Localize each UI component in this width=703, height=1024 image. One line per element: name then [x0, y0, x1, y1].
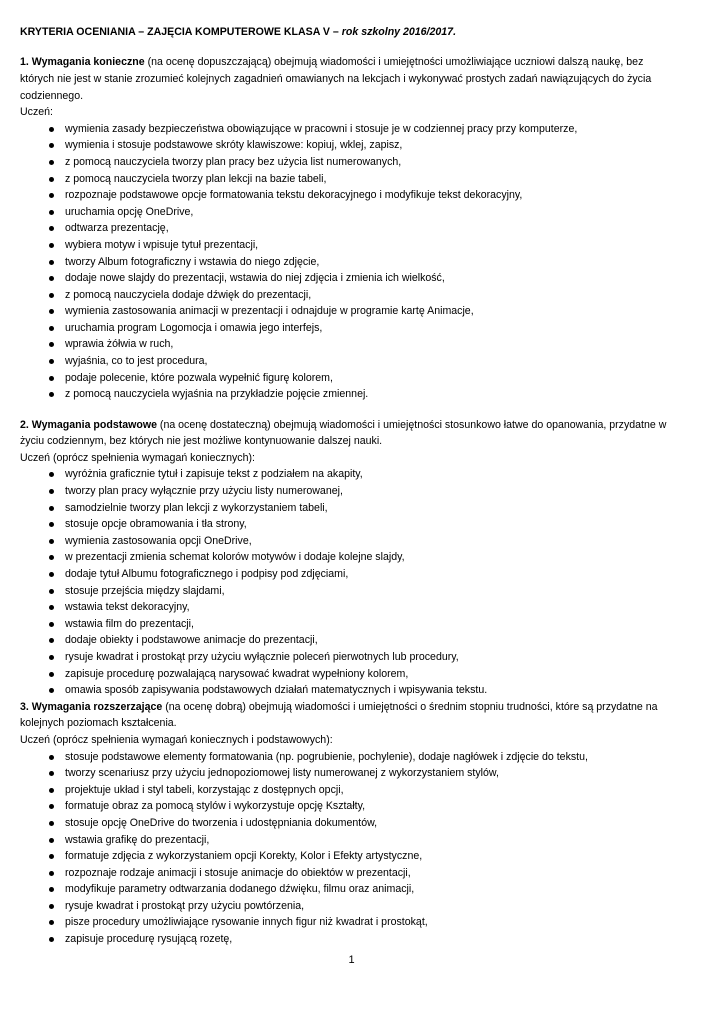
- list-item: odtwarza prezentację,: [20, 220, 670, 237]
- list-item: z pomocą nauczyciela dodaje dźwięk do prezentacji,: [20, 287, 670, 304]
- list-item: tworzy scenariusz przy użyciu jednopoziomowej listy numerowanej z wykorzystaniem stylów,: [20, 765, 670, 782]
- list-item: wstawia film do prezentacji,: [20, 616, 670, 633]
- list-item: omawia sposób zapisywania podstawowych działań matematycznych i wpisywania tekstu.: [20, 682, 670, 699]
- list-item: wymienia i stosuje podstawowe skróty klawiszowe: kopiuj, wklej, zapisz,: [20, 137, 670, 154]
- document-title: [20, 24, 670, 41]
- list-item: stosuje opcje obramowania i tła strony,: [20, 516, 670, 533]
- list-item: zapisuje procedurę pozwalającą narysować kwadrat wypełniony kolorem,: [20, 666, 670, 683]
- section-heading-bold: 1. Wymagania konieczne: [20, 56, 145, 69]
- page-number: 1: [348, 954, 355, 966]
- list-item: uruchamia opcję OneDrive,: [20, 204, 670, 221]
- list-item: wymienia zastosowania opcji OneDrive,: [20, 533, 670, 550]
- list-item: z pomocą nauczyciela tworzy plan lekcji na bazie tabeli,: [20, 171, 670, 188]
- section-intro: Uczeń:: [20, 106, 53, 119]
- section-heading-text: (na ocenę dostateczną) obejmują wiadomości i umiejętności stosunkowo łatwe do opanowania, przydatne w życiu codziennym, bez których nie jest możliwe kontynuowanie dalszej nauki.: [20, 418, 667, 448]
- list-item: podaje polecenie, które pozwala wypełnić figurę kolorem,: [20, 370, 670, 387]
- list-item: pisze procedury umożliwiające rysowanie innych figur niż kwadrat i prostokąt,: [20, 914, 670, 931]
- list-item: w prezentacji zmienia schemat kolorów motywów i dodaje kolejne slajdy,: [20, 549, 670, 566]
- list-item: wybiera motyw i wpisuje tytuł prezentacji,: [20, 237, 670, 254]
- list-item: dodaje nowe slajdy do prezentacji, wstawia do niej zdjęcia i zmienia ich wielkość,: [20, 270, 670, 287]
- section-heading-text: (na ocenę dopuszczającą) obejmują wiadomości i umiejętności umożliwiające uczniowi dalszą naukę, bez których nie jest w stanie zrozumieć kolejnych zagadnień omawianych na lekcjach i wykonywać prostych zadań nawiązujących do życia codziennego.: [20, 56, 652, 102]
- list-item: formatuje zdjęcia z wykorzystaniem opcji Korekty, Kolor i Efekty artystyczne,: [20, 848, 670, 865]
- section-intro: Uczeń (oprócz spełnienia wymagań koniecznych):: [20, 451, 255, 464]
- requirements-list: [20, 466, 670, 698]
- list-item: wymienia zasady bezpieczeństwa obowiązujące w pracowni i stosuje je w codziennej pracy przy komputerze,: [20, 121, 670, 138]
- list-item: wyróżnia graficznie tytuł i zapisuje tekst z podziałem na akapity,: [20, 466, 670, 483]
- list-item: wstawia tekst dekoracyjny,: [20, 599, 670, 616]
- list-item: stosuje opcję OneDrive do tworzenia i udostępniania dokumentów,: [20, 815, 670, 832]
- list-item: tworzy plan pracy wyłącznie przy użyciu listy numerowanej,: [20, 483, 670, 500]
- section-konieczne: [20, 54, 670, 402]
- list-item: formatuje obraz za pomocą stylów i wykorzystuje opcję Kształty,: [20, 798, 670, 815]
- list-item: rozpoznaje rodzaje animacji i stosuje animacje do obiektów w prezentacji,: [20, 865, 670, 882]
- list-item: rysuje kwadrat i prostokąt przy użyciu wyłącznie poleceń pierwotnych lub procedury,: [20, 649, 670, 666]
- section-heading: [20, 699, 670, 732]
- list-item: z pomocą nauczyciela tworzy plan pracy bez użycia list numerowanych,: [20, 154, 670, 171]
- section-heading: [20, 54, 670, 104]
- requirements-list: [20, 749, 670, 948]
- list-item: wprawia żółwia w ruch,: [20, 336, 670, 353]
- section-podstawowe: [20, 417, 670, 699]
- section-heading: [20, 417, 670, 450]
- list-item: zapisuje procedurę rysującą rozetę,: [20, 931, 670, 948]
- list-item: rysuje kwadrat i prostokąt przy użyciu powtórzenia,: [20, 898, 670, 915]
- list-item: stosuje przejścia między slajdami,: [20, 583, 670, 600]
- section-rozszerzajace: [20, 699, 670, 948]
- list-item: tworzy Album fotograficzny i wstawia do niego zdjęcie,: [20, 254, 670, 271]
- list-item: samodzielnie tworzy plan lekcji z wykorzystaniem tabeli,: [20, 500, 670, 517]
- section-heading-bold: 2. Wymagania podstawowe: [20, 418, 157, 431]
- list-item: wstawia grafikę do prezentacji,: [20, 832, 670, 849]
- title-main: KRYTERIA OCENIANIA – ZAJĘCIA KOMPUTEROWE KLASA V –: [20, 26, 342, 38]
- document-page: [20, 24, 670, 948]
- section-heading-text: (na ocenę dobrą) obejmują wiadomości i umiejętności o średnim stopniu trudności, które są przydatne na kolejnych poziomach kształcenia.: [20, 700, 658, 730]
- section-heading-bold: 3. Wymagania rozszerzające: [20, 700, 163, 713]
- list-item: dodaje obiekty i podstawowe animacje do prezentacji,: [20, 632, 670, 649]
- list-item: rozpoznaje podstawowe opcje formatowania tekstu dekoracyjnego i modyfikuje tekst dekoracyjny,: [20, 187, 670, 204]
- list-item: uruchamia program Logomocja i omawia jego interfejs,: [20, 320, 670, 337]
- list-item: wymienia zastosowania animacji w prezentacji i odnajduje w programie kartę Animacje,: [20, 303, 670, 320]
- list-item: modyfikuje parametry odtwarzania dodanego dźwięku, filmu oraz animacji,: [20, 881, 670, 898]
- list-item: z pomocą nauczyciela wyjaśnia na przykładzie pojęcie zmiennej.: [20, 386, 670, 403]
- title-year: rok szkolny 2016/2017.: [341, 26, 457, 38]
- list-item: dodaje tytuł Albumu fotograficznego i podpisy pod zdjęciami,: [20, 566, 670, 583]
- requirements-list: [20, 121, 670, 403]
- list-item: projektuje układ i styl tabeli, korzystając z dostępnych opcji,: [20, 782, 670, 799]
- list-item: stosuje podstawowe elementy formatowania (np. pogrubienie, pochylenie), dodaje nagłówek i zdjęcie do tekstu,: [20, 749, 670, 766]
- section-intro: Uczeń (oprócz spełnienia wymagań koniecznych i podstawowych):: [20, 733, 333, 746]
- list-item: wyjaśnia, co to jest procedura,: [20, 353, 670, 370]
